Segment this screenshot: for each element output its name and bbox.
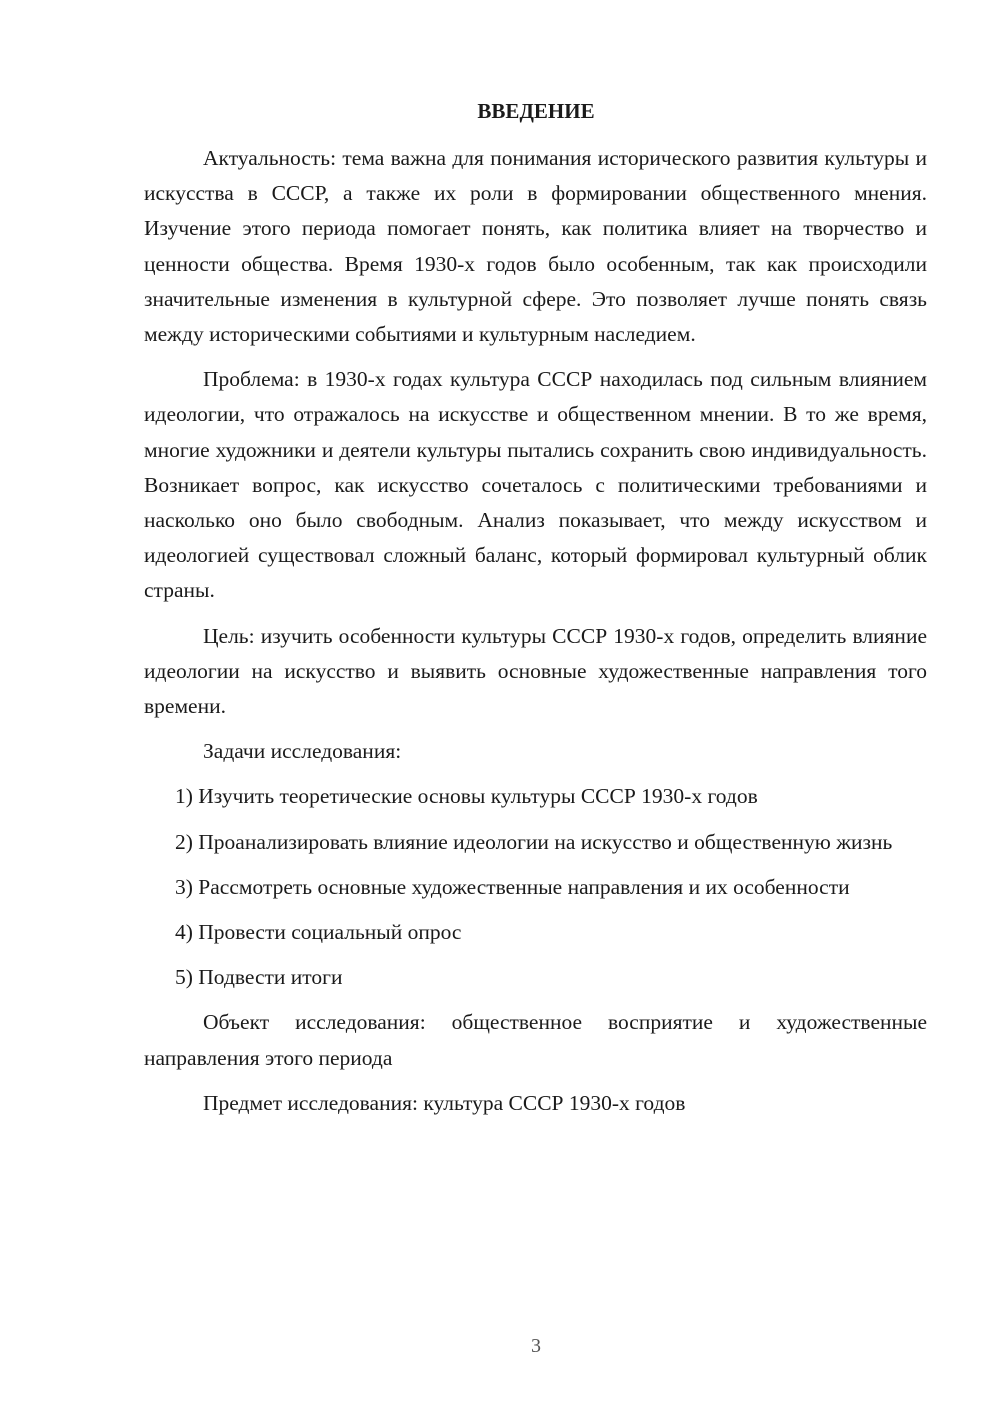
document-body — [144, 141, 927, 1121]
tasks-heading: Задачи исследования: — [203, 739, 402, 764]
research-subject-paragraph: Предмет исследования: культура СССР 1930-х годов — [203, 1090, 686, 1115]
task-item: 4) Провести социальный опрос — [175, 920, 462, 945]
goal-paragraph: Цель: изучить особенности культуры СССР 1930-х годов, определить влияние идеологии на искусство и выявить основные художественные направления того времени. — [144, 623, 927, 719]
research-object-paragraph: Объект исследования: общественное восприятие и художественные направления этого периода — [144, 1010, 927, 1070]
problem-paragraph: Проблема: в 1930-х годах культура СССР находилась под сильным влиянием идеологии, что отражалось на искусстве и общественном мнении. В то же время, многие художники и деятели культуры пытались сохранить свою индивидуальность. Возникает вопрос, как искусство сочеталось с политическими требованиями и насколько оно было свободным. Анализ показывает, что между искусством и идеологией существовал сложный баланс, который формировал культурный облик страны. — [144, 367, 927, 603]
section-title: ВВЕДЕНИЕ — [477, 99, 595, 123]
task-item: 1) Изучить теоретические основы культуры СССР 1930-х годов — [175, 784, 758, 809]
task-item: 3) Рассмотреть основные художественные направления и их особенности — [175, 874, 850, 899]
task-item: 2) Проанализировать влияние идеологии на искусство и общественную жизнь — [175, 829, 893, 854]
task-item: 5) Подвести итоги — [175, 965, 343, 990]
relevance-paragraph: Актуальность: тема важна для понимания исторического развития культуры и искусства в СССР, а также их роли в формировании общественного мнения. Изучение этого периода помогает понять, как политика влияет на творчество и ценности общества. Время 1930-х годов было особенным, так как происходили значительные изменения в культурной сфере. Это позволяет лучше понять связь между историческими событиями и культурным наследием. — [144, 146, 927, 347]
page-number: 3 — [531, 1335, 541, 1357]
